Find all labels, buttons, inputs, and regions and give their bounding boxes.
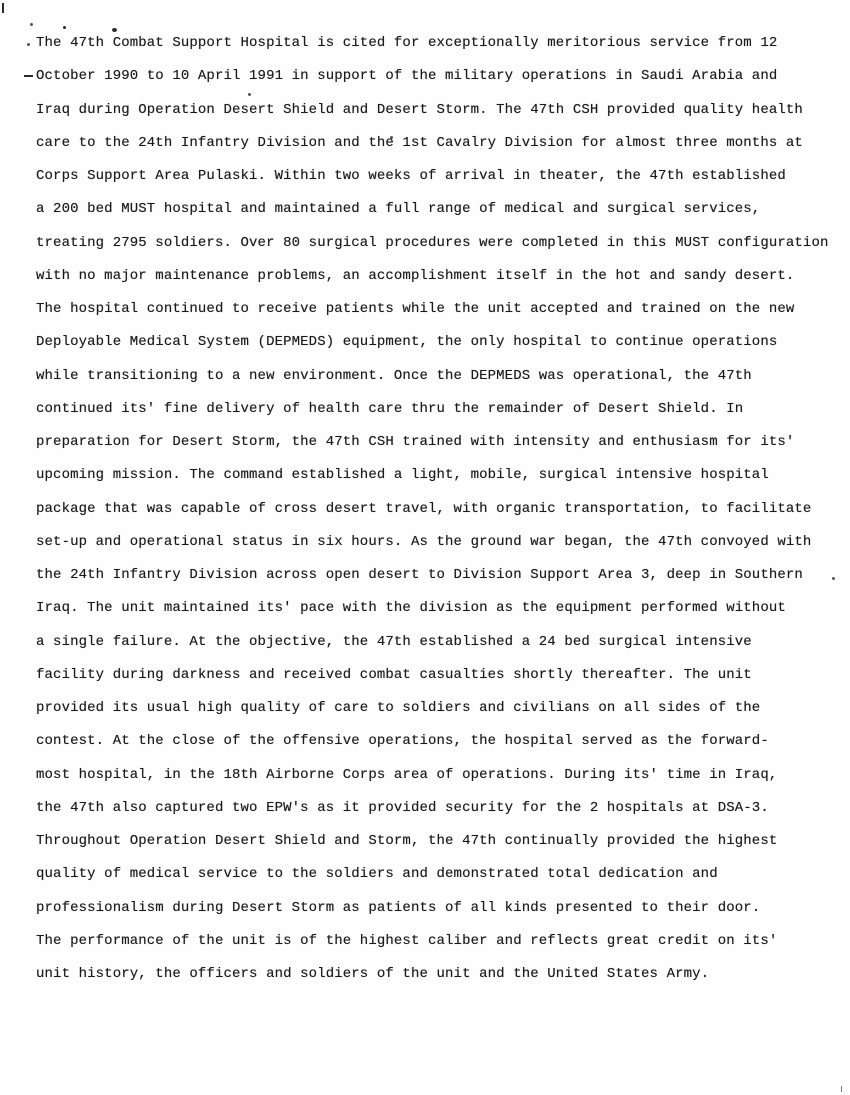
text-line: continued its' fine delivery of health care thru the remainder of Desert Shield. In	[36, 400, 744, 417]
text-line: while transitioning to a new environment. Once the DEPMEDS was operational, the 47th	[36, 367, 752, 384]
text-line: The hospital continued to receive patients while the unit accepted and trained on the new	[36, 301, 795, 317]
text-line: Iraq. The unit maintained its' pace with the division as the equipment performed without	[36, 600, 786, 617]
text-line: the 24th Infantry Division across open desert to Division Support Area 3, deep in Southern	[36, 567, 803, 583]
text-line: the 47th also captured two EPW's as it provided security for the 2 hospitals at DSA-3.	[36, 799, 769, 816]
text-line: preparation for Desert Storm, the 47th CSH trained with intensity and enthusiasm for its'	[36, 434, 795, 450]
text-line: provided its usual high quality of care to soldiers and civilians on all sides of the	[36, 700, 761, 716]
text-line: The 47th Combat Support Hospital is cited for exceptionally meritorious service from 12	[36, 35, 778, 51]
text-line: with no major maintenance problems, an accomplishment itself in the hot and sandy desert.	[36, 267, 795, 284]
scan-speck	[2, 3, 4, 13]
text-line: Corps Support Area Pulaski. Within two weeks of arrival in theater, the 47th established	[36, 168, 786, 184]
text-line: care to the 24th Infantry Division and the 1st Cavalry Division for almost three months at	[36, 134, 803, 151]
text-line: facility during darkness and received combat casualties shortly thereafter. The unit	[36, 666, 752, 683]
text-line: Iraq during Operation Desert Shield and Desert Storm. The 47th CSH provided quality health	[36, 101, 803, 118]
text-line: upcoming mission. The command established a light, mobile, surgical intensive hospital	[36, 467, 769, 484]
text-line: professionalism during Desert Storm as patients of all kinds presented to their door.	[36, 899, 761, 916]
text-line: unit history, the officers and soldiers of the unit and the United States Army.	[36, 966, 710, 982]
text-line: quality of medical service to the soldiers and demonstrated total dedication and	[36, 866, 718, 883]
text-line: set-up and operational status in six hours. As the ground war began, the 47th convoyed with	[36, 533, 812, 550]
text-line: a single failure. At the objective, the 47th established a 24 bed surgical intensive	[36, 633, 752, 650]
scan-speck	[27, 43, 30, 46]
text-line: most hospital, in the 18th Airborne Corps area of operations. During its' time in Iraq,	[36, 766, 778, 783]
text-line: a 200 bed MUST hospital and maintained a full range of medical and surgical services,	[36, 201, 761, 218]
text-line: package that was capable of cross desert travel, with organic transportation, to facilitate	[36, 500, 812, 517]
text-line: contest. At the close of the offensive operations, the hospital served as the forward-	[36, 733, 769, 750]
text-line: treating 2795 soldiers. Over 80 surgical procedures were completed in this MUST configuration	[36, 234, 829, 251]
document-body	[36, 27, 846, 991]
text-line: October 1990 to 10 April 1991 in support of the military operations in Saudi Arabia and	[36, 68, 778, 85]
scan-dash-artifact	[24, 75, 33, 77]
scan-speck	[841, 1086, 842, 1092]
text-line: Deployable Medical System (DEPMEDS) equipment, the only hospital to continue operations	[36, 334, 778, 351]
scan-speck	[30, 23, 33, 26]
text-line: Throughout Operation Desert Shield and Storm, the 47th continually provided the highest	[36, 833, 778, 849]
text-line: The performance of the unit is of the highest caliber and reflects great credit on its'	[36, 932, 778, 949]
